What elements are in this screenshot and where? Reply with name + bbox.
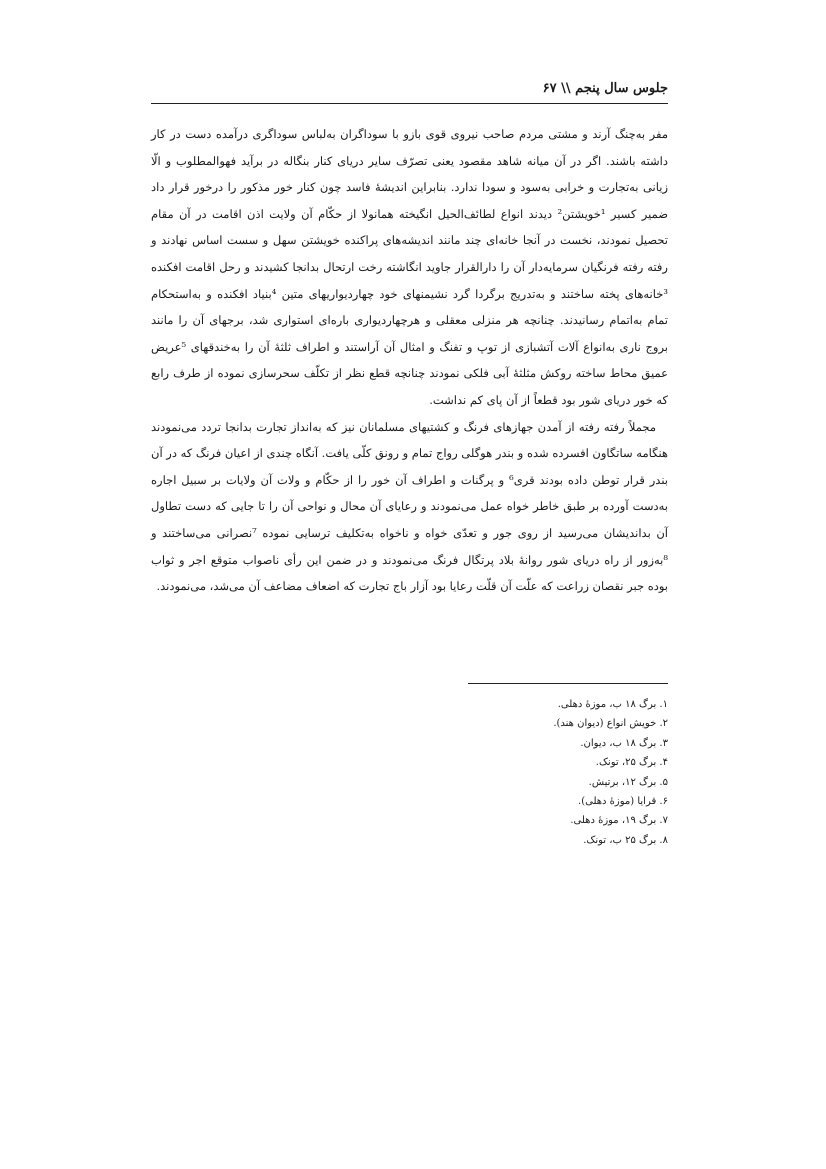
body-text — [151, 121, 668, 600]
book-page — [151, 0, 668, 1169]
running-head: جلوس سال پنجم \\ ۶۷ — [542, 81, 668, 96]
footnote-2: ۲. خویش انواع (دیوان هند). — [553, 718, 668, 730]
footnote-5: ۵. برگ ۱۲، برتیش. — [588, 776, 668, 788]
footnote-3: ۳. برگ ۱۸ ب، دیوان. — [580, 737, 668, 749]
footnote-separator — [468, 683, 668, 684]
header-rule — [151, 103, 668, 104]
footnote-7: ۷. برگ ۱۹، موزهٔ دهلی. — [570, 815, 668, 827]
footnote-1: ۱. برگ ۱۸ ب، موزهٔ دهلی. — [557, 699, 668, 710]
footnote-4: ۴. برگ ۲۵، تونک. — [595, 757, 668, 769]
footnotes-list — [151, 695, 668, 850]
footnote-6: ۶. قرایا (موزهٔ دهلی). — [578, 796, 668, 808]
paragraph-2: مجملاً رفته رفته از آمدن جهازهای فرنگ و کشتیهای مسلمانان نیز که به‌انداز تجارت بدانجا تردد می‌نمودند هنگامه ساتگاون افسرده شده و بندر هوگلی رواج تمام و رونق کلّی یافت. آنگاه چندی از اعیان فرنگ که در آن بندر قرار توطن داده بودند قری⁶ و پرگنات و اطراف آن خور را از حکّام و ولات آن ولایات بر سبیل اجاره به‌دست آورده بر طبق خاطر خواه عمل می‌نمودند و رعایای آن محال و نواحی آن را تا جایی که دست تطاول آن بداندیشان می‌رسید از روی جور و تعدّی خواه و ناخواه به‌تکلیف ترسایی نموده ⁷نصرانی می‌ساختند و ⁸به‌زور از راه دریای شور روانهٔ بلاد پرتگال فرنگ می‌نمودند و در ضمن این رأی ناصواب متوقع اجر و ثواب بوده جبر نقصان زراعت که علّت آن قلّت رعایا بود آزار باج تجارت که اضعاف مضاعف آن می‌شد، می‌نمودند. — [151, 419, 669, 594]
footnote-8: ۸. برگ ۲۵ ب، تونک. — [583, 834, 668, 846]
paragraph-1: مفر به‌چنگ آرند و مشتی مردم صاحب نیروی قوی بازو با سوداگران به‌لباس سوداگری درآمده دست در کار داشته باشند. اگر در آن میانه شاهد مقصود یعنی تصرّف سایر دریای کنار بنگاله در برآید فهوالمطلوب و الّا زیانی به‌تجارت و خرابی به‌سود و سودا ندارد. بنابراین اندیشهٔ فاسد چون کنار خور مذکور را درخور قرار داد ضمیر کسیر ¹خویشتن² دیدند انواع لطائف‌الحیل انگیخته همانولا از حکّام آن ولایت اذن اقامت در آن مقام تحصیل نمودند، نخست در آنجا خانه‌ای چند مانند اندیشه‌های پراکنده خویشتن سهل و سست اساس نهادند و رفته رفته فرنگیان سرمایه‌دار آن را دارالقرار جاوید انگاشته رخت ارتحال بدانجا کشیدند و رحل اقامت افکنده ³خانه‌های پخته ساختند و به‌تدریج برگردا گرد نشیمنهای خود چهاردیواریهای متین ⁴بنیاد افکنده و به‌استحکام تمام به‌اتمام رسانیدند. چنانچه هر منزلی معقلی و هرچهاردیواری باره‌ای استواری شد، برجهای آن را مانند بروج ناری به‌انواع آلات آتشبازی از توپ و تفنگ و امثال آن آراستند و اطراف ثلثهٔ آن را به‌خندقهای ⁵عریض عمیق محاط ساخته روکش مثلثهٔ آبی فلکی نمودند چنانچه قطع نظر از تکلّف سحرسازی نموده از طرف رابع که خور دریای شور بود قطعاً از آن پای کم نداشت. — [151, 127, 668, 407]
